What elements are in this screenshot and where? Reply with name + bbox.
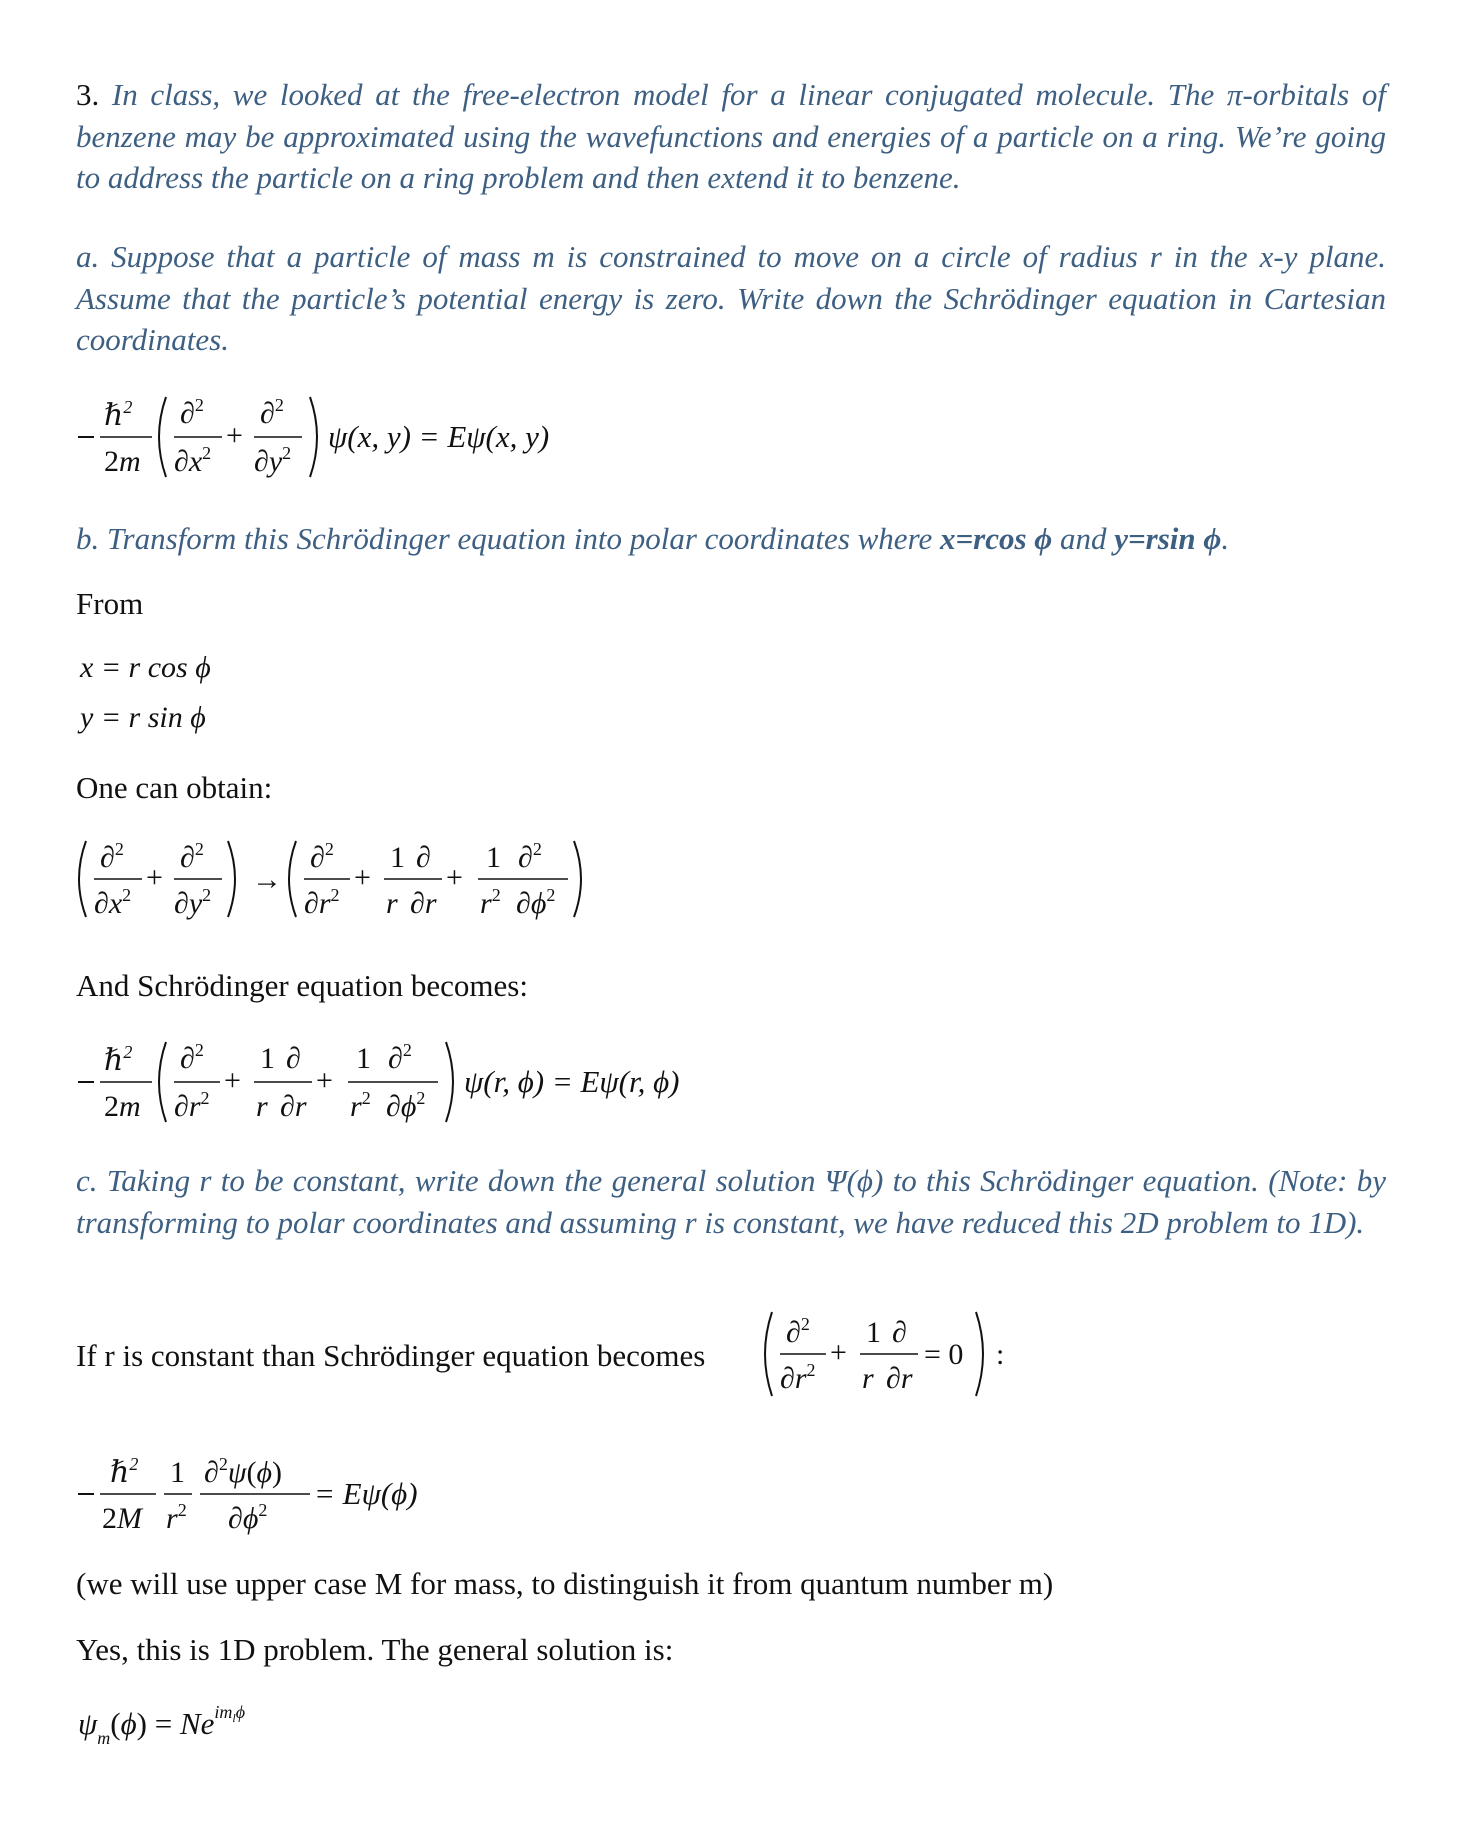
svg-text:ℏ2: ℏ$^2$ bbox=[104, 1042, 133, 1077]
svg-text:1: 1 bbox=[356, 1042, 371, 1075]
svg-text:ψm(ϕ) = Neimlϕ: $\psi_m(\phi) = Ne^{im}l\phi$ bbox=[78, 1702, 246, 1748]
svg-text:∂x2: $\partial x^2$ bbox=[94, 885, 132, 920]
part-a-question: a. Suppose that a particle of mass m is constrained to move on a circle of radius r in the x-y plane. Assume that the particle’s potential energy is zero. Write down the Schrödinger equation in Cartesian coordinates. bbox=[76, 239, 1386, 357]
radial-condition bbox=[756, 1306, 1016, 1406]
svg-text:→: → bbox=[252, 863, 282, 896]
svg-text::: : bbox=[996, 1338, 1005, 1371]
svg-text:= 0: = 0 bbox=[924, 1338, 964, 1371]
svg-text:∂ϕ2: $\partial\phi^2$ bbox=[516, 885, 556, 920]
svg-text:1: 1 bbox=[486, 841, 501, 874]
svg-text:∂r: ∂r bbox=[280, 1090, 307, 1123]
from-label: From bbox=[76, 586, 144, 621]
svg-text:∂2: ∂$^2$ bbox=[518, 839, 542, 874]
svg-text:1: 1 bbox=[866, 1316, 881, 1349]
svg-text:1: 1 bbox=[170, 1456, 185, 1489]
svg-text:+: + bbox=[146, 861, 163, 894]
general-solution bbox=[78, 1690, 1388, 1771]
equation-cartesian bbox=[70, 385, 630, 495]
svg-text:∂y2: $\partial y^2$ bbox=[254, 443, 292, 478]
constant-label: If r is constant than Schrödinger equation becomes bbox=[76, 1338, 706, 1373]
problem-intro bbox=[76, 74, 1386, 199]
svg-text:ℏ2: ℏ$^2$ bbox=[104, 397, 133, 432]
mass-note: (we will use upper case M for mass, to distinguish it from quantum number m) bbox=[76, 1566, 1054, 1601]
part-c-question: c. Taking r to be constant, write down the general solution Ψ(ϕ) to this Schrödinger equation. (Note: by transforming to polar coordinates and assuming r is constant, we have reduced this 2D problem to 1D). bbox=[76, 1163, 1386, 1240]
svg-text:∂r2: $\partial r^2$ bbox=[304, 885, 340, 920]
y-polar-equation: y = r sin ϕ bbox=[80, 701, 206, 734]
svg-text:∂: ∂ bbox=[892, 1316, 907, 1349]
y-definition: y=rsin ϕ bbox=[1114, 521, 1222, 556]
general-solution-math bbox=[78, 1690, 358, 1760]
part-b-question: b. Transform this Schrödinger equation into polar coordinates where x=rcos ϕ and y=rsin ϕ. bbox=[76, 521, 1230, 556]
svg-text:r2: $r^2$ bbox=[166, 1500, 187, 1535]
svg-text:∂2: ∂$^2$ bbox=[388, 1040, 412, 1075]
svg-text:∂x2: $\partial x^2$ bbox=[174, 443, 212, 478]
svg-text:∂2: ∂$^2$ bbox=[180, 1040, 204, 1075]
svg-text:∂r2: $\partial r^2$ bbox=[780, 1360, 816, 1395]
reduced-rhs: = Eψ(ϕ) bbox=[314, 1476, 418, 1511]
svg-text:+: + bbox=[316, 1064, 333, 1097]
svg-text:2m: 2m bbox=[104, 445, 141, 478]
obtain-label: One can obtain: bbox=[76, 770, 273, 805]
svg-text:∂2: ∂$^2$ bbox=[310, 839, 334, 874]
svg-text:∂ϕ2: $\partial\phi^2$ bbox=[228, 1500, 268, 1535]
svg-text:∂2: ∂$^2$ bbox=[180, 395, 204, 430]
becomes-label: And Schrödinger equation becomes: bbox=[76, 968, 528, 1003]
svg-text:∂2: ∂$^2$ bbox=[180, 839, 204, 874]
svg-text:+: + bbox=[224, 1064, 241, 1097]
svg-text:∂: ∂ bbox=[286, 1042, 301, 1075]
svg-text:r2: $r^2$ bbox=[350, 1088, 371, 1123]
x-polar-equation: x = r cos ϕ bbox=[80, 651, 211, 684]
cartesian-rhs: ψ(x, y) = Eψ(x, y) bbox=[328, 419, 550, 454]
svg-text:∂ϕ2: $\partial\phi^2$ bbox=[386, 1088, 426, 1123]
svg-text:r2: $r^2$ bbox=[480, 885, 501, 920]
svg-text:∂2ψ(ϕ): ∂$^2$ψ(ϕ) bbox=[204, 1454, 282, 1489]
x-definition: x=rcos ϕ bbox=[940, 521, 1053, 556]
svg-text:∂y2: $\partial y^2$ bbox=[174, 885, 212, 920]
svg-text:∂2: ∂$^2$ bbox=[786, 1314, 810, 1349]
svg-text:∂2: ∂$^2$ bbox=[100, 839, 124, 874]
svg-text:ℏ2: ℏ$^2$ bbox=[110, 1454, 139, 1489]
laplacian-transform bbox=[70, 833, 610, 933]
svg-text:∂r2: $\partial r^2$ bbox=[174, 1088, 210, 1123]
svg-text:r: r bbox=[256, 1090, 268, 1123]
polar-rhs: ψ(r, ϕ) = Eψ(r, ϕ) bbox=[464, 1064, 680, 1099]
svg-text:∂: ∂ bbox=[416, 841, 431, 874]
problem-intro-text: In class, we looked at the free-electron model for a linear conjugated molecule. The π-orbitals of benzene may be approximated using the wavefunctions and energies of a particle on a ring. We’re going to address the particle on a ring problem and then extend it to benzene. bbox=[76, 77, 1387, 195]
svg-text:∂r: ∂r bbox=[410, 887, 437, 920]
svg-text:1: 1 bbox=[260, 1042, 275, 1075]
svg-text:+: + bbox=[354, 861, 371, 894]
equation-reduced bbox=[70, 1440, 490, 1550]
problem-number: 3. bbox=[76, 77, 100, 112]
equation-polar bbox=[70, 1030, 730, 1140]
answer-label: Yes, this is 1D problem. The general solution is: bbox=[76, 1632, 674, 1667]
svg-text:1: 1 bbox=[390, 841, 405, 874]
svg-text:∂2: ∂$^2$ bbox=[260, 395, 284, 430]
svg-text:∂r: ∂r bbox=[886, 1362, 913, 1395]
svg-text:r: r bbox=[862, 1362, 874, 1395]
svg-text:2m: 2m bbox=[104, 1090, 141, 1123]
svg-text:+: + bbox=[446, 861, 463, 894]
svg-text:2M: 2M bbox=[102, 1502, 142, 1535]
svg-text:r: r bbox=[386, 887, 398, 920]
svg-text:+: + bbox=[830, 1336, 847, 1369]
svg-text:+: + bbox=[226, 419, 243, 452]
